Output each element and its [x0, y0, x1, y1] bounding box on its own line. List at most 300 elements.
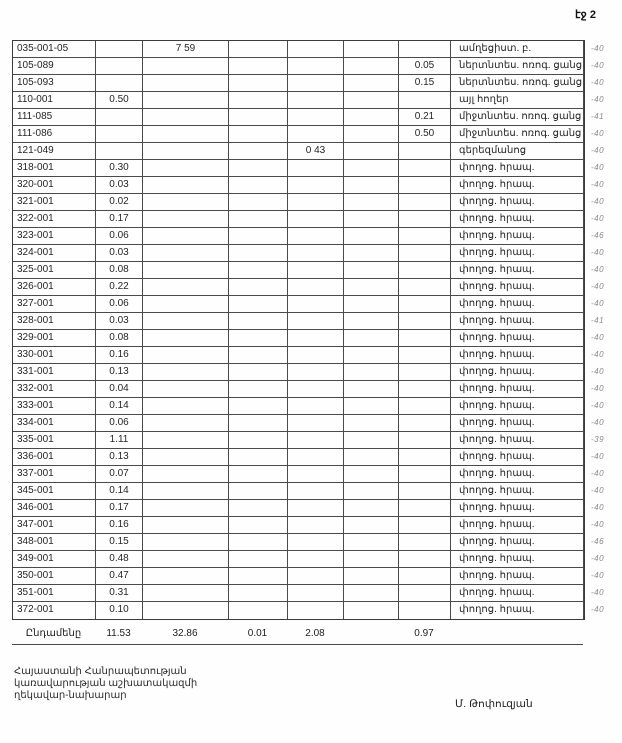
row-value-c1: 0.50 [96, 92, 143, 109]
row-value-c6 [399, 245, 451, 262]
margin-annotation: -40 [591, 146, 605, 155]
row-value-c2 [143, 551, 229, 568]
row-value-c1 [96, 58, 143, 75]
row-value-c2 [143, 92, 229, 109]
row-code: 320-001 [13, 177, 96, 194]
row-value-c3 [229, 568, 288, 585]
row-value-c4 [288, 432, 344, 449]
table-row [13, 262, 605, 279]
table-row [13, 466, 605, 483]
row-value-c1: 0.22 [96, 279, 143, 296]
row-value-c3 [229, 602, 288, 619]
row-label: փողոց. հրապ. [451, 517, 584, 534]
row-label: այլ հողեր [451, 92, 584, 109]
row-value-c2 [143, 568, 229, 585]
margin-annotation: -41 [591, 316, 605, 325]
row-value-c6 [399, 449, 451, 466]
row-value-c1: 0.03 [96, 313, 143, 330]
row-value-c5 [344, 585, 399, 602]
row-label: փողոց. հրապ. [451, 211, 584, 228]
row-value-c4 [288, 449, 344, 466]
row-value-c6 [399, 228, 451, 245]
row-value-c5 [344, 92, 399, 109]
table-row [13, 109, 605, 126]
table-row [13, 602, 605, 619]
row-value-c1: 0.47 [96, 568, 143, 585]
row-code: 347-001 [13, 517, 96, 534]
row-value-c2 [143, 398, 229, 415]
row-value-c4 [288, 109, 344, 126]
row-value-c6 [399, 568, 451, 585]
row-value-c5 [344, 160, 399, 177]
row-value-c1: 0.04 [96, 381, 143, 398]
row-value-c1: 0.16 [96, 517, 143, 534]
row-value-c6: 0.05 [399, 58, 451, 75]
margin-annotation: -40 [591, 571, 605, 580]
row-value-c3 [229, 483, 288, 500]
row-value-c3 [229, 279, 288, 296]
row-value-c1: 0.08 [96, 262, 143, 279]
row-value-c6 [399, 534, 451, 551]
row-label: փողոց. հրապ. [451, 602, 584, 619]
row-value-c2 [143, 245, 229, 262]
row-value-c4 [288, 534, 344, 551]
table-row [13, 398, 605, 415]
row-value-c6 [399, 415, 451, 432]
row-value-c4 [288, 211, 344, 228]
row-value-c5 [344, 534, 399, 551]
row-value-c4 [288, 347, 344, 364]
margin-annotation: -40 [591, 401, 605, 410]
row-label: փողոց. հրապ. [451, 415, 584, 432]
row-value-c1: 0.17 [96, 211, 143, 228]
row-label: փողոց. հրապ. [451, 466, 584, 483]
row-value-c1: 0.13 [96, 364, 143, 381]
table-row [13, 330, 605, 347]
row-label: փողոց. հրապ. [451, 483, 584, 500]
margin-annotation: -40 [591, 180, 605, 189]
row-value-c3 [229, 245, 288, 262]
row-value-c3 [229, 262, 288, 279]
row-value-c3 [229, 517, 288, 534]
row-value-c2 [143, 364, 229, 381]
margin-annotation: -46 [591, 231, 605, 240]
totals-value-c6: 0.97 [414, 628, 434, 639]
row-value-c2 [143, 279, 229, 296]
table-row [13, 517, 605, 534]
row-label: փողոց. հրապ. [451, 381, 584, 398]
row-value-c4 [288, 500, 344, 517]
margin-annotation: -40 [591, 588, 605, 597]
row-value-c5 [344, 41, 399, 58]
row-value-c6 [399, 41, 451, 58]
row-code: 111-085 [13, 109, 96, 126]
row-value-c4: 0 43 [288, 143, 344, 160]
row-value-c1 [96, 75, 143, 92]
row-code: 325-001 [13, 262, 96, 279]
row-value-c6: 0.21 [399, 109, 451, 126]
row-value-c4 [288, 381, 344, 398]
row-value-c5 [344, 75, 399, 92]
row-value-c2 [143, 177, 229, 194]
row-value-c3 [229, 551, 288, 568]
row-value-c6 [399, 466, 451, 483]
row-value-c5 [344, 313, 399, 330]
margin-annotation: -40 [591, 163, 605, 172]
table-row [13, 211, 605, 228]
margin-annotation: -41 [591, 112, 605, 121]
row-value-c5 [344, 330, 399, 347]
row-code: 035-001-05 [13, 41, 96, 58]
row-code: 331-001 [13, 364, 96, 381]
row-value-c1: 0.02 [96, 194, 143, 211]
margin-annotation: -40 [591, 605, 605, 614]
table-row [13, 245, 605, 262]
margin-annotation: -40 [591, 214, 605, 223]
row-value-c1: 0.14 [96, 483, 143, 500]
row-value-c4 [288, 245, 344, 262]
row-value-c2 [143, 517, 229, 534]
margin-annotation: -40 [591, 78, 605, 87]
row-value-c4 [288, 466, 344, 483]
row-label: փողոց. հրապ. [451, 228, 584, 245]
row-label: փողոց. հրապ. [451, 330, 584, 347]
row-value-c1: 0.16 [96, 347, 143, 364]
row-value-c6 [399, 500, 451, 517]
row-label: փողոց. հրապ. [451, 551, 584, 568]
row-value-c4 [288, 330, 344, 347]
row-value-c5 [344, 143, 399, 160]
row-code: 321-001 [13, 194, 96, 211]
row-code: 105-089 [13, 58, 96, 75]
row-value-c5 [344, 296, 399, 313]
row-code: 335-001 [13, 432, 96, 449]
row-label: ամղեցիստ. բ. [451, 41, 584, 58]
table-row [13, 41, 605, 58]
row-value-c3 [229, 466, 288, 483]
margin-annotation: -40 [591, 469, 605, 478]
row-value-c3 [229, 364, 288, 381]
row-value-c3 [229, 534, 288, 551]
row-value-c3 [229, 347, 288, 364]
row-value-c6 [399, 398, 451, 415]
row-code: 334-001 [13, 415, 96, 432]
row-code: 324-001 [13, 245, 96, 262]
margin-annotation: -40 [591, 197, 605, 206]
row-code: 330-001 [13, 347, 96, 364]
row-value-c6 [399, 364, 451, 381]
row-label: փողոց. հրապ. [451, 177, 584, 194]
row-value-c6 [399, 585, 451, 602]
row-value-c4 [288, 483, 344, 500]
margin-annotation: -46 [591, 537, 605, 546]
row-value-c3 [229, 585, 288, 602]
margin-annotation: -40 [591, 350, 605, 359]
row-value-c3 [229, 228, 288, 245]
row-value-c2 [143, 381, 229, 398]
row-value-c3 [229, 211, 288, 228]
row-value-c2 [143, 126, 229, 143]
row-value-c2 [143, 296, 229, 313]
row-value-c1: 0.31 [96, 585, 143, 602]
row-value-c6: 0.15 [399, 75, 451, 92]
row-value-c5 [344, 602, 399, 619]
row-label: փողոց. հրապ. [451, 585, 584, 602]
row-value-c5 [344, 432, 399, 449]
totals-row [12, 626, 583, 645]
table-row [13, 500, 605, 517]
row-label: փողոց. հրապ. [451, 500, 584, 517]
row-code: 322-001 [13, 211, 96, 228]
totals-value-c4: 2.08 [305, 628, 325, 639]
row-value-c2 [143, 483, 229, 500]
row-label: փողոց. հրապ. [451, 279, 584, 296]
row-code: 121-049 [13, 143, 96, 160]
row-value-c1: 0.06 [96, 228, 143, 245]
row-value-c1 [96, 126, 143, 143]
row-value-c1: 0.14 [96, 398, 143, 415]
row-value-c2 [143, 500, 229, 517]
row-value-c1: 1.11 [96, 432, 143, 449]
margin-annotation: -40 [591, 265, 605, 274]
margin-annotation: -39 [591, 435, 605, 444]
row-value-c3 [229, 126, 288, 143]
signatory-name: Մ. Թոփուզյան [455, 698, 533, 710]
row-value-c3 [229, 296, 288, 313]
row-value-c4 [288, 551, 344, 568]
row-value-c6 [399, 194, 451, 211]
table-row [13, 364, 605, 381]
table-row [13, 568, 605, 585]
row-value-c1: 0.08 [96, 330, 143, 347]
row-value-c1 [96, 109, 143, 126]
row-code: 346-001 [13, 500, 96, 517]
margin-annotation: -40 [591, 44, 605, 53]
row-value-c2 [143, 194, 229, 211]
row-value-c6 [399, 160, 451, 177]
row-code: 323-001 [13, 228, 96, 245]
row-value-c4 [288, 279, 344, 296]
margin-annotation: -40 [591, 384, 605, 393]
row-label: փողոց. հրապ. [451, 160, 584, 177]
table-row [13, 296, 605, 313]
row-value-c2 [143, 143, 229, 160]
totals-value-c1: 11.53 [106, 628, 131, 639]
row-value-c1: 0.48 [96, 551, 143, 568]
row-value-c4 [288, 194, 344, 211]
land-register-table [12, 40, 605, 620]
table-row [13, 279, 605, 296]
row-label: ներտնտես. ոռոգ. ցանց [451, 75, 584, 92]
row-label: փողոց. հրապ. [451, 568, 584, 585]
row-value-c4 [288, 568, 344, 585]
row-value-c4 [288, 398, 344, 415]
row-value-c5 [344, 364, 399, 381]
row-value-c6 [399, 262, 451, 279]
row-value-c6 [399, 313, 451, 330]
row-label: փողոց. հրապ. [451, 262, 584, 279]
row-code: 326-001 [13, 279, 96, 296]
row-code: 333-001 [13, 398, 96, 415]
row-value-c3 [229, 177, 288, 194]
table-row [13, 432, 605, 449]
margin-annotation: -40 [591, 95, 605, 104]
row-code: 328-001 [13, 313, 96, 330]
table-row [13, 177, 605, 194]
row-label: փողոց. հրապ. [451, 398, 584, 415]
row-code: 327-001 [13, 296, 96, 313]
page-number-label: էջ 2 [575, 9, 596, 21]
row-value-c2 [143, 109, 229, 126]
row-value-c6 [399, 143, 451, 160]
totals-label: Ընդամենը [25, 628, 82, 639]
row-code: 111-086 [13, 126, 96, 143]
issuer-line-2: կառավարության աշխատակազմի [14, 678, 198, 689]
row-value-c4 [288, 296, 344, 313]
margin-annotation: -40 [591, 452, 605, 461]
table-row [13, 75, 605, 92]
row-value-c1: 0.10 [96, 602, 143, 619]
row-value-c2 [143, 313, 229, 330]
row-value-c1: 0.03 [96, 245, 143, 262]
row-value-c4 [288, 585, 344, 602]
row-label: միջտնտես. ոռոգ. ցանց [451, 109, 584, 126]
row-value-c2 [143, 75, 229, 92]
row-code: 105-093 [13, 75, 96, 92]
totals-value-c3: 0.01 [247, 628, 268, 639]
row-value-c4 [288, 75, 344, 92]
row-code: 351-001 [13, 585, 96, 602]
row-value-c5 [344, 483, 399, 500]
table-row [13, 313, 605, 330]
row-value-c4 [288, 313, 344, 330]
row-value-c6 [399, 432, 451, 449]
row-value-c5 [344, 228, 399, 245]
table-row [13, 449, 605, 466]
row-value-c6 [399, 296, 451, 313]
row-value-c1: 0.06 [96, 296, 143, 313]
row-value-c6 [399, 92, 451, 109]
row-value-c2 [143, 585, 229, 602]
row-value-c5 [344, 211, 399, 228]
row-value-c2 [143, 534, 229, 551]
row-code: 329-001 [13, 330, 96, 347]
row-value-c4 [288, 262, 344, 279]
row-label: փողոց. հրապ. [451, 296, 584, 313]
row-value-c1 [96, 143, 143, 160]
row-value-c5 [344, 177, 399, 194]
table-row [13, 194, 605, 211]
row-value-c5 [344, 381, 399, 398]
margin-annotation: -40 [591, 554, 605, 563]
row-value-c1: 0.17 [96, 500, 143, 517]
issuer-line-3: ղեկավար-նախարար [14, 690, 127, 701]
row-value-c5 [344, 568, 399, 585]
row-value-c5 [344, 262, 399, 279]
margin-annotation: -40 [591, 503, 605, 512]
table-row [13, 160, 605, 177]
row-value-c5 [344, 500, 399, 517]
row-value-c5 [344, 279, 399, 296]
row-value-c5 [344, 398, 399, 415]
row-value-c2 [143, 211, 229, 228]
row-label: փողոց. հրապ. [451, 313, 584, 330]
row-value-c4 [288, 602, 344, 619]
row-value-c3 [229, 398, 288, 415]
row-value-c4 [288, 58, 344, 75]
row-value-c3 [229, 194, 288, 211]
row-value-c6 [399, 551, 451, 568]
row-value-c1: 0.03 [96, 177, 143, 194]
row-value-c6 [399, 381, 451, 398]
row-value-c3 [229, 92, 288, 109]
row-value-c2 [143, 347, 229, 364]
row-label: փողոց. հրապ. [451, 245, 584, 262]
row-value-c3 [229, 143, 288, 160]
row-value-c1: 0.06 [96, 415, 143, 432]
row-value-c1: 0.13 [96, 449, 143, 466]
row-value-c5 [344, 551, 399, 568]
row-value-c2 [143, 330, 229, 347]
row-value-c5 [344, 109, 399, 126]
row-value-c1 [96, 41, 143, 58]
margin-annotation: -40 [591, 333, 605, 342]
row-value-c2: 7 59 [143, 41, 229, 58]
row-value-c3 [229, 500, 288, 517]
row-value-c3 [229, 449, 288, 466]
row-value-c3 [229, 41, 288, 58]
table-body [13, 41, 605, 619]
row-value-c3 [229, 432, 288, 449]
row-value-c6: 0.50 [399, 126, 451, 143]
row-code: 318-001 [13, 160, 96, 177]
row-label: փողոց. հրապ. [451, 432, 584, 449]
table-row [13, 92, 605, 109]
table-row [13, 483, 605, 500]
totals-value-c5 [343, 626, 398, 644]
row-label: փողոց. հրապ. [451, 534, 584, 551]
row-value-c2 [143, 160, 229, 177]
table-row [13, 585, 605, 602]
totals-value-c2: 32.86 [172, 628, 198, 639]
row-label: փողոց. հրապ. [451, 194, 584, 211]
row-value-c5 [344, 58, 399, 75]
table-row [13, 381, 605, 398]
table-row [13, 551, 605, 568]
row-code: 110-001 [13, 92, 96, 109]
row-value-c1: 0.15 [96, 534, 143, 551]
row-value-c6 [399, 347, 451, 364]
row-code: 349-001 [13, 551, 96, 568]
row-value-c2 [143, 449, 229, 466]
row-code: 336-001 [13, 449, 96, 466]
row-value-c6 [399, 517, 451, 534]
row-code: 350-001 [13, 568, 96, 585]
row-code: 345-001 [13, 483, 96, 500]
row-value-c6 [399, 177, 451, 194]
row-value-c6 [399, 483, 451, 500]
table-row [13, 228, 605, 245]
margin-annotation: -40 [591, 129, 605, 138]
table-row [13, 58, 605, 75]
margin-annotation: -40 [591, 367, 605, 376]
row-label: գերեզմանոց [451, 143, 584, 160]
row-value-c4 [288, 228, 344, 245]
row-value-c6 [399, 279, 451, 296]
row-value-c5 [344, 415, 399, 432]
issuer-block [14, 666, 197, 702]
row-label: փողոց. հրապ. [451, 449, 584, 466]
